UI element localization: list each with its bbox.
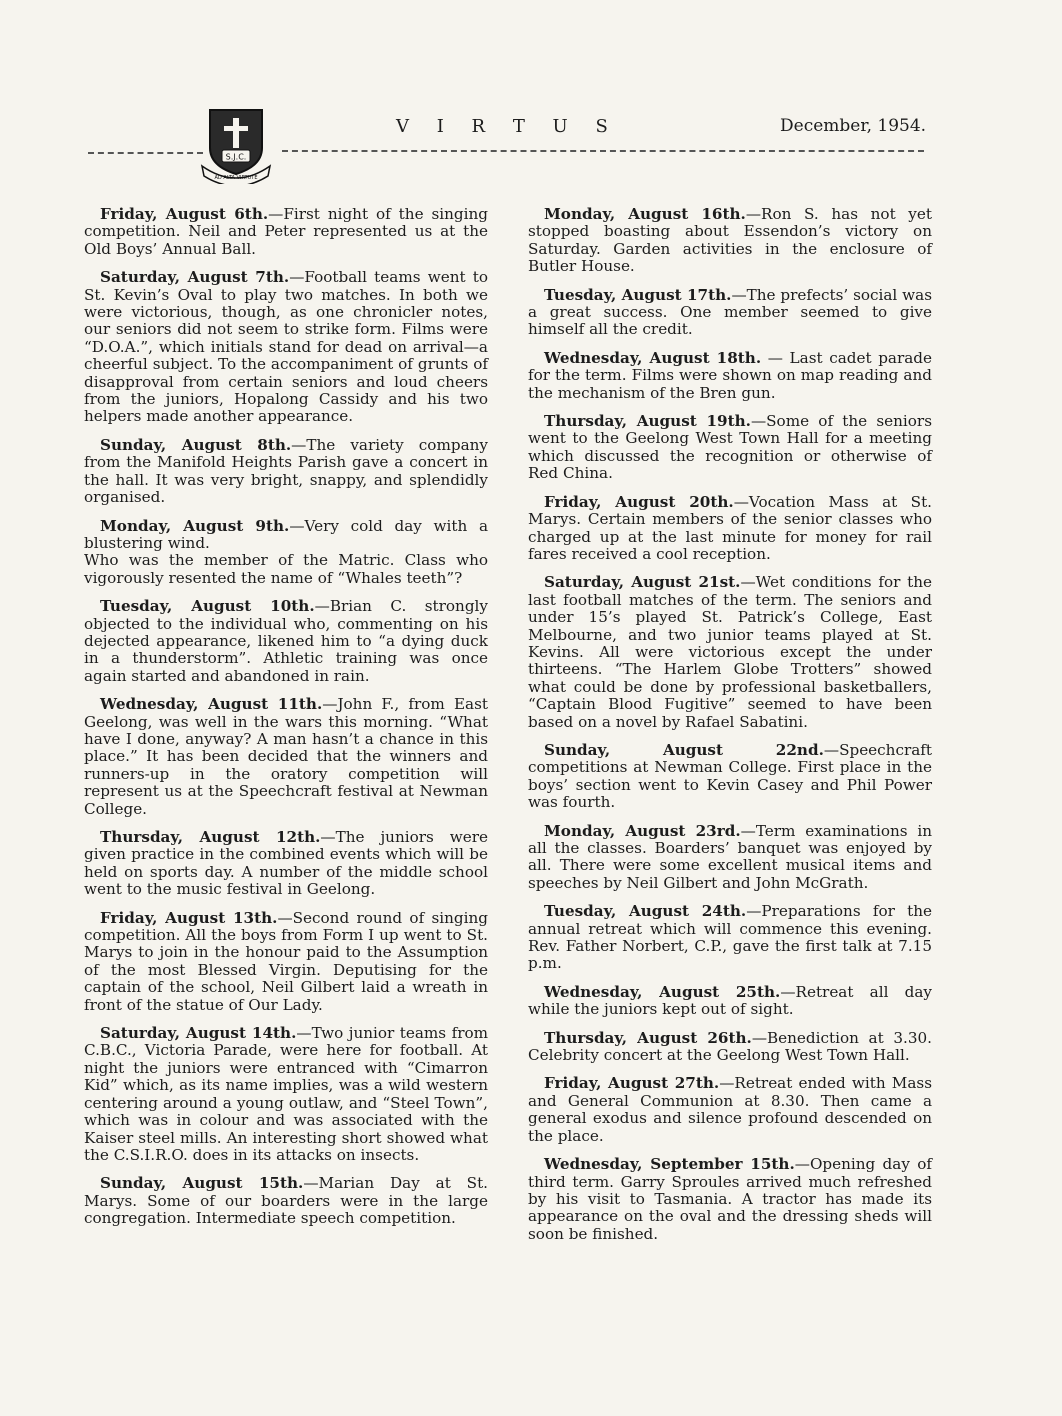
magazine-title: V I R T U S bbox=[396, 116, 619, 137]
entry-text: —Opening day of third term. Garry Sproules arrived much refreshed by his visit to Tasmania. A tractor has made its appearance on the oval and the dressing sheds will soon be finished. bbox=[528, 1155, 932, 1243]
entry-text: — Last cadet parade for the term. Films were shown on map reading and the mechanism of the Bren gun. bbox=[528, 348, 932, 402]
diary-entry bbox=[84, 1025, 488, 1164]
diary-entry bbox=[84, 910, 488, 1014]
diary-entry bbox=[84, 437, 488, 507]
entry-date: Thursday, August 19th. bbox=[544, 412, 751, 431]
entry-text: —Retreat all day while the juniors kept out of sight. bbox=[528, 982, 932, 1019]
entry-date: Monday, August 23rd. bbox=[544, 821, 741, 840]
diary-entry bbox=[528, 903, 932, 973]
entry-date: Saturday, August 7th. bbox=[100, 268, 290, 287]
entry-date: Wednesday, September 15th. bbox=[544, 1155, 795, 1174]
entry-date: Tuesday, August 17th. bbox=[544, 285, 732, 304]
entry-text: —Wet conditions for the last football matches of the term. The seniors and under 15’s played St. Patrick’s College, East Melbourne, and two junior teams played at St. Kevins. All were victorious except the under thirteens. “The Harlem Globe Trotters” showed what could be done by professional basketballers, “Captain Blood Fugitive” seemed to have been based on a novel by Rafael Sabatini. bbox=[528, 573, 932, 731]
diary-entry bbox=[528, 494, 932, 564]
entry-date: Wednesday, August 11th. bbox=[100, 695, 323, 714]
entry-date: Saturday, August 21st. bbox=[544, 573, 741, 592]
entry-text: —Football teams went to St. Kevin’s Oval to play two matches. In both we were victorious, though, as one chronicler notes, our seniors did not seem to strike form. Films were “D.O.A.”, which initials stand for dead on arrival—a cheerful subject. To the accompaniment of grunts of disapproval from certain seniors and loud cheers from the juniors, Hopalong Cassidy and his two helpers made another appearance. bbox=[84, 268, 488, 426]
diary-entry bbox=[528, 1075, 932, 1145]
entry-text: —Preparations for the annual retreat which will commence this evening. Rev. Father Norbert, C.P., gave the first talk at 7.15 p.m. bbox=[528, 902, 932, 973]
diary-entry bbox=[528, 574, 932, 731]
diary-entry bbox=[528, 350, 932, 402]
entry-text: —John F., from East Geelong, was well in the wars this morning. “What have I done, anyway? A man hasn’t a chance in this place.” It has been decided that the winners and runners-up in the oratory competition will represent us at the Speechcraft festival at Newman College. bbox=[84, 695, 488, 818]
entry-date: Friday, August 13th. bbox=[100, 908, 278, 927]
school-crest-icon bbox=[200, 104, 272, 184]
entry-date: Tuesday, August 24th. bbox=[544, 902, 747, 921]
header-rule-right bbox=[282, 150, 924, 152]
left-column bbox=[84, 206, 488, 1239]
entry-date: Friday, August 27th. bbox=[544, 1074, 720, 1093]
entry-text: —Term examinations in all the classes. Boarders’ banquet was enjoyed by all. There were some excellent musical items and speeches by Neil Gilbert and John McGrath. bbox=[528, 821, 932, 892]
diary-entry bbox=[84, 518, 488, 588]
diary-entry bbox=[84, 1175, 488, 1227]
entry-date: Saturday, August 14th. bbox=[100, 1024, 297, 1043]
diary-entry bbox=[84, 598, 488, 685]
entry-text: —Ron S. has not yet stopped boasting about Essendon’s victory on Saturday. Garden activities in the enclosure of Butler House. bbox=[528, 205, 932, 276]
diary-entry bbox=[528, 984, 932, 1019]
crest-letters: S.J.C. bbox=[225, 152, 247, 162]
entry-date: Thursday, August 26th. bbox=[544, 1028, 752, 1047]
entry-date: Thursday, August 12th. bbox=[100, 828, 321, 846]
entry-date: Friday, August 6th. bbox=[100, 205, 269, 223]
diary-entry bbox=[528, 206, 932, 276]
diary-entry bbox=[84, 829, 488, 899]
diary-entry bbox=[528, 1156, 932, 1243]
diary-entry bbox=[528, 742, 932, 812]
entry-text: —Two junior teams from C.B.C., Victoria Parade, were here for football. At night the juniors were entranced with “Cimarron Kid” which, as its name implies, was a wild western centering around a young outlaw, and “Steel Town”, which was in colour and was associated with the Kaiser steel mills. An interesting short showed what the C.S.I.R.O. does in its attacks on insects. bbox=[84, 1024, 488, 1164]
entry-text: —The variety company from the Manifold Heights Parish gave a concert in the hall. It was very bright, snappy, and splendidly organised. bbox=[84, 435, 488, 507]
crest-motto: AD ALTA VIRTUTE bbox=[214, 175, 258, 181]
entry-extra-text: Who was the member of the Matric. Class who vigorously resented the name of “Whales teeth”? bbox=[84, 551, 488, 587]
entry-text: —Brian C. strongly objected to the individual who, commenting on his dejected appearance, likened him to “a dying duck in a thunderstorm”. Athletic training was once again started and abandoned in rain. bbox=[84, 597, 488, 685]
entry-text: —First night of the singing competition. Neil and Peter represented us at the Old Boys’ Annual Ball. bbox=[84, 205, 489, 258]
entry-text: —Marian Day at St. Marys. Some of our boarders were in the large congregation. Intermediate speech competition. bbox=[84, 1174, 488, 1228]
issue-date: December, 1954. bbox=[780, 116, 927, 136]
entry-text: —The juniors were given practice in the combined events which will be held on sports day. A number of the middle school went to the music festival in Geelong. bbox=[84, 828, 488, 899]
entry-date: Friday, August 20th. bbox=[544, 492, 734, 511]
page-header bbox=[0, 0, 1062, 200]
diary-entry bbox=[84, 696, 488, 818]
diary-entry bbox=[84, 206, 488, 258]
entry-text: —Benediction at 3.30. Celebrity concert at the Geelong West Town Hall. bbox=[528, 1028, 932, 1065]
entry-date: Monday, August 9th. bbox=[100, 516, 290, 535]
right-column bbox=[528, 206, 932, 1254]
entry-date: Sunday, August 22nd. bbox=[544, 740, 824, 759]
entry-date: Wednesday, August 25th. bbox=[544, 982, 781, 1001]
entry-text: —Speechcraft competitions at Newman College. First place in the boys’ section went to Kevin Casey and Phil Power was fourth. bbox=[528, 740, 932, 812]
entry-text: —Second round of singing competition. All the boys from Form I up went to St. Marys to join in the honour paid to the Assumption of the most Blessed Virgin. Deputising for the captain of the school, Neil Gilbert laid a wreath in front of the statue of Our Lady. bbox=[84, 908, 489, 1014]
entry-text: —Some of the seniors went to the Geelong West Town Hall for a meeting which discussed the recognition or otherwise of Red China. bbox=[528, 412, 932, 483]
diary-entry bbox=[528, 823, 932, 893]
entry-text: —Retreat ended with Mass and General Communion at 8.30. Then came a general exodus and silence profound descended on the place. bbox=[528, 1074, 932, 1145]
diary-entry bbox=[84, 269, 488, 426]
entry-date: Wednesday, August 18th. bbox=[544, 348, 762, 367]
entry-date: Monday, August 16th. bbox=[544, 205, 746, 223]
entry-date: Sunday, August 15th. bbox=[100, 1174, 304, 1193]
entry-date: Sunday, August 8th. bbox=[100, 435, 292, 454]
entry-text: —The prefects’ social was a great success. One member seemed to give himself all the credit. bbox=[528, 285, 932, 339]
entry-text: —Vocation Mass at St. Marys. Certain members of the senior classes who charged up at the last minute for money for rail fares received a cool reception. bbox=[528, 492, 932, 563]
entry-date: Tuesday, August 10th. bbox=[100, 597, 315, 616]
diary-entry bbox=[528, 1030, 932, 1065]
diary-entry bbox=[528, 413, 932, 483]
diary-entry bbox=[528, 287, 932, 339]
entry-text: —Very cold day with a blustering wind. bbox=[84, 516, 488, 552]
header-rule-left bbox=[88, 152, 203, 154]
